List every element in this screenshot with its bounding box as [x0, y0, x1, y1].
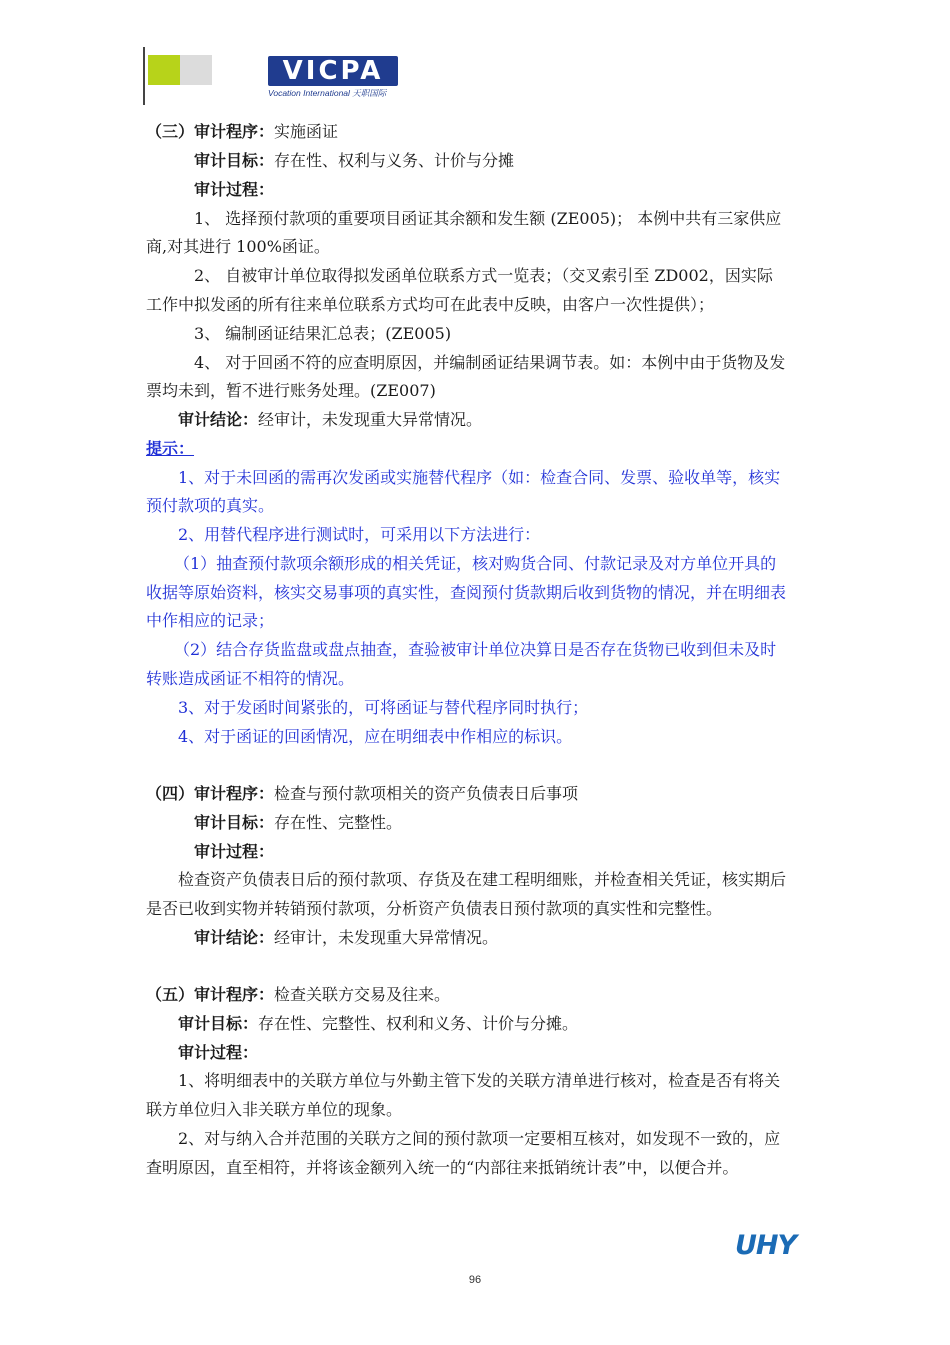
vicpa-logo-subtitle: Vocation International 天职国际 — [268, 88, 387, 98]
sec4-process-line2: 是否已收到实物并转销预付款项，分析资产负债表日预付款项的真实性和完整性。 — [146, 899, 723, 918]
sec3-step4-line1: 4、 对于回函不符的应查明原因，并编制函证结果调节表。如：本例中由于货物及发 — [194, 353, 786, 372]
sec5-item1-line1: 1、将明细表中的关联方单位与外勤主管下发的关联方清单进行核对，检查是否有将关 — [178, 1071, 781, 1090]
page-number: 96 — [468, 1274, 482, 1286]
sec5-process-label: 审计过程： — [178, 1043, 259, 1062]
sec5-procedure: （五）审计程序：检查关联方交易及往来。 — [146, 985, 451, 1004]
sec4-conclusion: 审计结论：经审计，未发现重大异常情况。 — [194, 928, 499, 947]
sec4-goal: 审计目标：存在性、完整性。 — [194, 813, 403, 832]
hint-sub1-line3: 中作相应的记录； — [146, 611, 275, 630]
logo-green-block — [148, 55, 180, 85]
sec3-step1-line2: 商,对其进行 100%函证。 — [146, 237, 330, 256]
hint-sub2-line2: 转账造成函证不相符的情况。 — [146, 669, 355, 688]
sec3-step1-line1: 1、 选择预付款项的重要项目函证其余额和发生额 (ZE005)； 本例中共有三家供应 — [194, 209, 782, 228]
sec3-step4-line2: 票均未到，暂不进行账务处理。(ZE007) — [146, 381, 436, 400]
logo-grey-block — [180, 55, 212, 85]
sec5-goal: 审计目标：存在性、完整性、权利和义务、计价与分摊。 — [178, 1014, 579, 1033]
sec5-item1-line2: 联方单位归入非关联方单位的现象。 — [146, 1100, 403, 1119]
header-divider — [143, 47, 145, 105]
hint-item2: 2、用替代程序进行测试时，可采用以下方法进行： — [178, 525, 541, 544]
uhy-logo: UHY — [735, 1230, 797, 1261]
hint-item4: 4、对于函证的回函情况，应在明细表中作相应的标识。 — [178, 727, 573, 746]
sec3-goal: 审计目标：存在性、权利与义务、计价与分摊 — [194, 151, 515, 170]
hint-label: 提示： — [146, 439, 195, 458]
sec5-item2-line2: 查明原因，直至相符，并将该金额列入统一的“内部往来抵销统计表”中，以便合并。 — [146, 1158, 739, 1177]
sec3-step3: 3、 编制函证结果汇总表；(ZE005) — [194, 324, 452, 343]
hint-item1-line1: 1、对于未回函的需再次发函或实施替代程序（如：检查合同、发票、验收单等，核实 — [178, 468, 781, 487]
hint-sub1-line2: 收据等原始资料，核实交易事项的真实性，查阅预付货款期后收到货物的情况，并在明细表 — [146, 583, 787, 602]
sec5-item2-line1: 2、对与纳入合并范围的关联方之间的预付款项一定要相互核对，如发现不一致的，应 — [178, 1129, 781, 1148]
hint-sub2-line1: （2）结合存货监盘或盘点抽查，查验被审计单位决算日是否存在货物已收到但未及时 — [174, 640, 777, 659]
sec3-step2-line2: 工作中拟发函的所有往来单位联系方式均可在此表中反映，由客户一次性提供）； — [146, 295, 715, 314]
sec4-process-line1: 检查资产负债表日后的预付款项、存货及在建工程明细账，并检查相关凭证，核实期后 — [178, 870, 787, 889]
sec3-procedure: （三）审计程序：实施函证 — [146, 122, 339, 141]
sec4-process-label: 审计过程： — [194, 842, 275, 861]
hint-item3: 3、对于发函时间紧张的，可将函证与替代程序同时执行； — [178, 698, 589, 717]
sec3-conclusion: 审计结论：经审计，未发现重大异常情况。 — [178, 410, 483, 429]
hint-item1-line2: 预付款项的真实。 — [146, 496, 275, 515]
hint-sub1-line1: （1）抽查预付款项余额形成的相关凭证，核对购货合同、付款记录及对方单位开具的 — [174, 554, 777, 573]
sec4-procedure: （四）审计程序：检查与预付款项相关的资产负债表日后事项 — [146, 784, 579, 803]
sec3-step2-line1: 2、 自被审计单位取得拟发函单位联系方式一览表；（交叉索引至 ZD002，因实际 — [194, 266, 773, 285]
vicpa-logo: VICPA — [268, 56, 398, 86]
sec3-process-label: 审计过程： — [194, 180, 275, 199]
